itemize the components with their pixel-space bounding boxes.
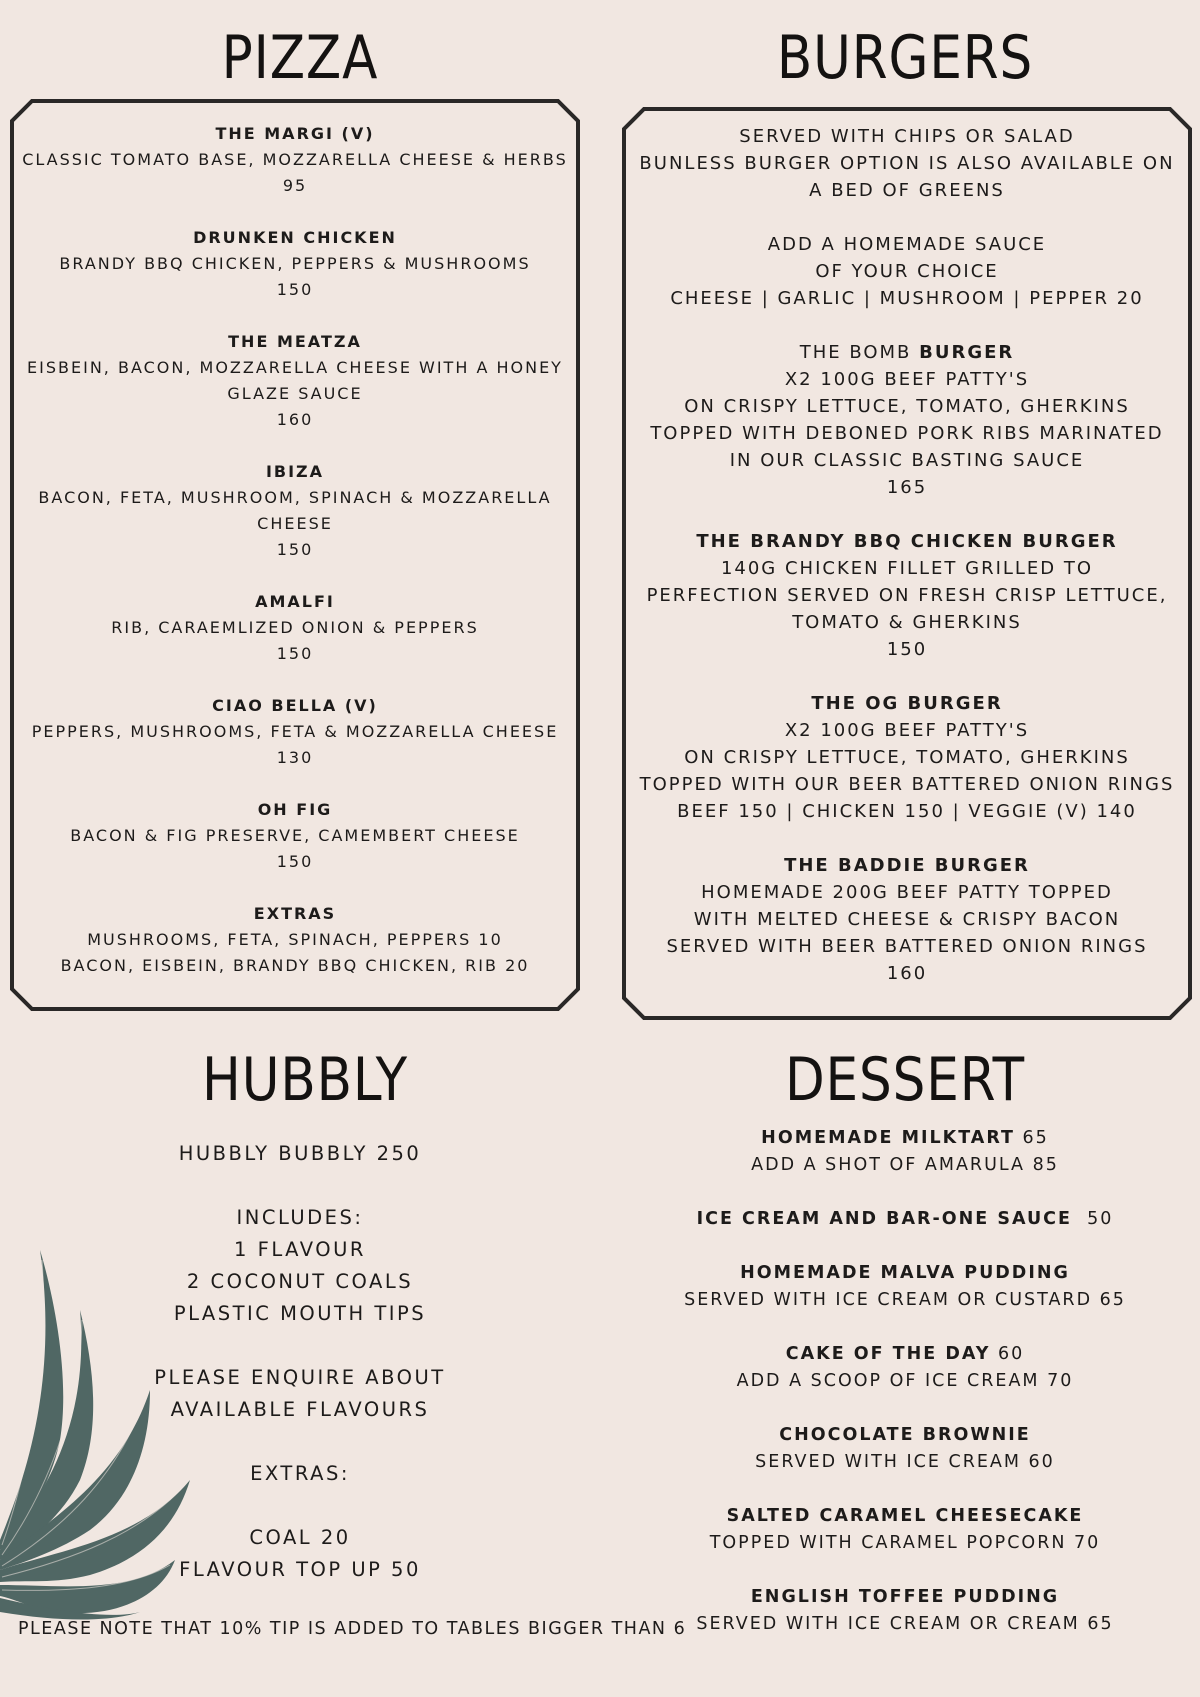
- hubbly-price: HUBBLY BUBBLY 250: [178, 1142, 422, 1165]
- item-name: AMALFI: [255, 592, 335, 611]
- burger-items: [622, 123, 1192, 1014]
- item-price: 150: [276, 280, 314, 299]
- item-name: CIAO BELLA (V): [212, 696, 378, 715]
- item-description: BRANDY BBQ CHICKEN, PEPPERS & MUSHROOMS: [59, 254, 531, 273]
- item-price: 165: [886, 477, 928, 498]
- menu-item: [622, 852, 1192, 987]
- sauce-options: [622, 231, 1192, 312]
- burger-intro: [622, 123, 1192, 204]
- menu-item: [10, 459, 580, 563]
- item-description: TOPPED WITH DEBONED PORK RIBS MARINATED: [650, 423, 1164, 444]
- includes-item: 2 COCONUT COALS: [186, 1270, 414, 1293]
- item-price: 160: [276, 410, 314, 429]
- pizza-items: [10, 121, 580, 1005]
- item-description: ON CRISPY LETTUCE, TOMATO, GHERKINS: [684, 747, 1130, 768]
- item-name: THE MEATZA: [228, 332, 362, 351]
- item-price: 150: [886, 639, 928, 660]
- item-description: ADD A SHOT OF AMARULA 85: [751, 1155, 1059, 1175]
- menu-item: [622, 339, 1192, 501]
- burgers-menu-box: [622, 107, 1192, 1020]
- item-description: ADD A SCOOP OF ICE CREAM 70: [736, 1371, 1074, 1391]
- item-description: MUSHROOMS, FETA, SPINACH, PEPPERS 10: [87, 930, 503, 949]
- item-description: TOPPED WITH OUR BEER BATTERED ONION RINGS: [639, 774, 1175, 795]
- extras-item: FLAVOUR TOP UP 50: [179, 1558, 421, 1581]
- item-description: X2 100G BEEF PATTY'S: [784, 369, 1030, 390]
- item-description: SERVED WITH ICE CREAM OR CUSTARD 65: [684, 1290, 1126, 1310]
- item-description: TOMATO & GHERKINS: [792, 612, 1022, 633]
- palm-leaf-icon: [0, 1240, 200, 1620]
- item-description: 140G CHICKEN FILLET GRILLED TO: [720, 558, 1094, 579]
- hubbly-title: HUBBLY: [202, 1045, 408, 1115]
- menu-item: [622, 528, 1192, 663]
- pizza-menu-box: [10, 99, 580, 1011]
- item-price: 130: [276, 748, 314, 767]
- item-name-prefix: THE BOMB: [799, 342, 920, 363]
- item-price: 160: [886, 963, 928, 984]
- menu-item: [10, 693, 580, 771]
- menu-item: [650, 1584, 1160, 1638]
- dessert-section: [650, 1125, 1160, 1665]
- menu-item: [650, 1503, 1160, 1557]
- item-name-bold: CAKE OF THE DAY: [785, 1344, 991, 1364]
- item-name: ENGLISH TOFFEE PUDDING: [750, 1587, 1060, 1607]
- menu-item: [10, 121, 580, 199]
- item-name: EXTRAS: [253, 904, 337, 923]
- item-name-bold: BURGER: [919, 342, 1015, 363]
- item-description: CHEESE: [257, 514, 333, 533]
- item-name: SALTED CARAMEL CHEESECAKE: [726, 1506, 1084, 1526]
- item-description: EISBEIN, BACON, MOZZARELLA CHEESE WITH A HONEY: [27, 358, 563, 377]
- item-name-bold: HOMEMADE MILKTART: [761, 1128, 1015, 1148]
- item-description: TOPPED WITH CARAMEL POPCORN 70: [709, 1533, 1101, 1553]
- item-description: WITH MELTED CHEESE & CRISPY BACON: [693, 909, 1121, 930]
- item-name: THE BRANDY BBQ CHICKEN BURGER: [696, 531, 1118, 552]
- item-description: PERFECTION SERVED ON FRESH CRISP LETTUCE,: [646, 585, 1168, 606]
- includes-label: INCLUDES:: [236, 1206, 364, 1229]
- intro-line: SERVED WITH CHIPS OR SALAD: [739, 126, 1075, 147]
- item-name: OH FIG: [257, 800, 333, 819]
- item-description: RIB, CARAEMLIZED ONION & PEPPERS: [111, 618, 479, 637]
- item-description: HOMEMADE 200G BEEF PATTY TOPPED: [701, 882, 1113, 903]
- item-name: HOMEMADE MALVA PUDDING: [740, 1263, 1070, 1283]
- item-price: 60: [990, 1344, 1025, 1364]
- item-description: IN OUR CLASSIC BASTING SAUCE: [729, 450, 1085, 471]
- menu-item: [10, 329, 580, 433]
- item-description: SERVED WITH ICE CREAM OR CREAM 65: [696, 1614, 1114, 1634]
- menu-item: [10, 797, 580, 875]
- item-description: BACON, FETA, MUSHROOM, SPINACH & MOZZARELLA: [38, 488, 552, 507]
- enquire-line: AVAILABLE FLAVOURS: [170, 1398, 430, 1421]
- item-price: 150: [276, 644, 314, 663]
- item-name: CHOCOLATE BROWNIE: [779, 1425, 1031, 1445]
- item-description: CLASSIC TOMATO BASE, MOZZARELLA CHEESE & HERBS: [22, 150, 568, 169]
- spacer: [120, 1170, 480, 1202]
- item-name: [650, 1341, 1160, 1368]
- intro-line: A BED OF GREENS: [809, 180, 1005, 201]
- item-name-bold: ICE CREAM AND BAR-ONE SAUCE: [696, 1209, 1072, 1229]
- item-price: BEEF 150 | CHICKEN 150 | VEGGIE (V) 140: [677, 801, 1137, 822]
- item-name: IBIZA: [265, 462, 325, 481]
- item-price: 65: [1014, 1128, 1049, 1148]
- menu-item: [650, 1422, 1160, 1476]
- menu-item: [622, 690, 1192, 825]
- item-description: BACON, EISBEIN, BRANDY BBQ CHICKEN, RIB 20: [60, 956, 530, 975]
- item-description: SERVED WITH BEER BATTERED ONION RINGS: [666, 936, 1148, 957]
- menu-item: [10, 589, 580, 667]
- item-price: 150: [276, 852, 314, 871]
- menu-item: [650, 1260, 1160, 1314]
- item-name: THE OG BURGER: [811, 693, 1003, 714]
- sauce-line: ADD A HOMEMADE SAUCE: [767, 234, 1047, 255]
- enquire-line: PLEASE ENQUIRE ABOUT: [154, 1366, 446, 1389]
- menu-item: [650, 1206, 1160, 1233]
- item-description: ON CRISPY LETTUCE, TOMATO, GHERKINS: [684, 396, 1130, 417]
- menu-item: [650, 1341, 1160, 1395]
- item-price: 150: [276, 540, 314, 559]
- item-description: X2 100G BEEF PATTY'S: [784, 720, 1030, 741]
- pizza-title: PIZZA: [221, 23, 379, 93]
- item-name: [650, 1206, 1160, 1233]
- item-name: DRUNKEN CHICKEN: [193, 228, 397, 247]
- menu-item: [10, 225, 580, 303]
- includes-item: 1 FLAVOUR: [234, 1238, 366, 1261]
- item-name: [650, 1125, 1160, 1152]
- item-description: BACON & FIG PRESERVE, CAMEMBERT CHEESE: [70, 826, 520, 845]
- dessert-title: DESSERT: [784, 1045, 1026, 1115]
- item-price: 95: [282, 176, 308, 195]
- intro-line: BUNLESS BURGER OPTION IS ALSO AVAILABLE ON: [639, 153, 1175, 174]
- item-description: SERVED WITH ICE CREAM 60: [755, 1452, 1055, 1472]
- tip-note: PLEASE NOTE THAT 10% TIP IS ADDED TO TABLES BIGGER THAN 6: [18, 1619, 687, 1639]
- item-description: GLAZE SAUCE: [227, 384, 363, 403]
- menu-item-extras: [10, 901, 580, 979]
- sauce-line: OF YOUR CHOICE: [815, 261, 999, 282]
- includes-item: PLASTIC MOUTH TIPS: [173, 1302, 427, 1325]
- item-name: THE BADDIE BURGER: [784, 855, 1030, 876]
- item-name: [622, 339, 1192, 366]
- burgers-title: BURGERS: [776, 23, 1034, 93]
- extras-item: COAL 20: [249, 1526, 351, 1549]
- item-name: THE MARGI (V): [215, 124, 375, 143]
- menu-item: [650, 1125, 1160, 1179]
- item-description: PEPPERS, MUSHROOMS, FETA & MOZZARELLA CHEESE: [31, 722, 559, 741]
- item-price: 50: [1071, 1209, 1114, 1229]
- extras-label: EXTRAS:: [250, 1462, 350, 1485]
- sauce-line: CHEESE | GARLIC | MUSHROOM | PEPPER 20: [670, 288, 1144, 309]
